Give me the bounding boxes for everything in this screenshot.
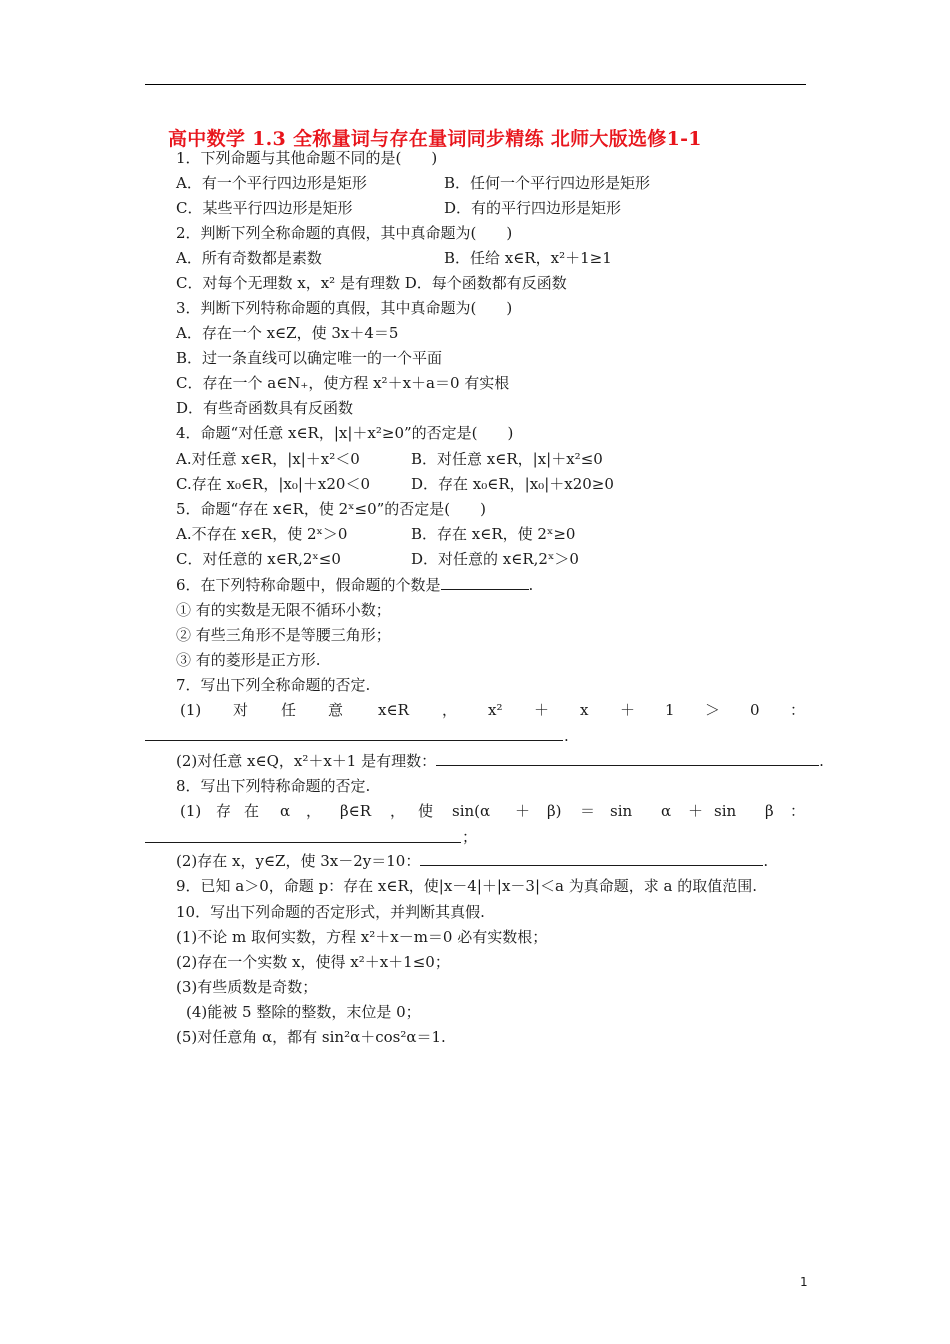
q8-part1-answer-blank[interactable] <box>145 842 461 843</box>
q7-stem: 7．写出下列全称命题的否定. <box>176 676 371 694</box>
q10-part2: (2)存在一个实数 x，使得 x²＋x＋1≤0； <box>176 953 450 971</box>
q7-part2-text: (2)对任意 x∈Q，x²＋x＋1 是有理数： <box>176 752 437 770</box>
q1-option-c: C．某些平行四边形是矩形 <box>176 199 353 217</box>
q8-p1-token: ， <box>390 802 406 820</box>
q2-option-a: A．所有奇数都是素数 <box>176 249 322 267</box>
q5-stem: 5．命题“存在 x∈R，使 2ˣ≤0”的否定是( ) <box>176 500 486 518</box>
q8-part1-end: ； <box>462 828 478 846</box>
q2-option-cd: C．对每个无理数 x，x² 是有理数 D．每个函数都有反函数 <box>176 274 567 292</box>
q4-option-b: B．对任意 x∈R，|x|＋x²≤0 <box>411 450 603 468</box>
q7-part1-end: . <box>564 727 569 745</box>
q8-p1-token: ： <box>790 802 806 820</box>
q8-p1-token: ＋ <box>515 802 531 820</box>
q8-p1-token: ＝ <box>580 802 596 820</box>
q7-p1-token: x² <box>488 701 503 719</box>
q10-part4: (4)能被 5 整除的整数，末位是 0； <box>186 1003 421 1021</box>
q8-p1-token: 使 <box>418 802 434 820</box>
q8-p1-token: α <box>280 802 291 820</box>
q3-option-d: D．有些奇函数具有反函数 <box>176 399 354 417</box>
q1-option-d: D．有的平行四边形是矩形 <box>444 199 622 217</box>
q7-p1-token: 1 <box>665 701 675 719</box>
q8-p1-token: (1) <box>180 802 202 820</box>
q8-part2-text: (2)存在 x，y∈Z，使 3x－2y＝10： <box>176 852 421 870</box>
header-rule <box>145 84 806 85</box>
q1-option-a: A．有一个平行四边形是矩形 <box>176 174 367 192</box>
q8-p1-token: β <box>765 802 774 820</box>
q7-p1-token: (1) <box>180 701 202 719</box>
q8-p1-token: ， <box>306 802 322 820</box>
q6-item-2: ② 有些三角形不是等腰三角形； <box>176 626 391 644</box>
q7-p1-token: ： <box>790 701 806 719</box>
q5-option-c: C．对任意的 x∈R,2ˣ≤0 <box>176 550 341 568</box>
q7-part1-answer-blank[interactable] <box>145 740 563 741</box>
q7-p1-token: 0 <box>750 701 760 719</box>
q8-p1-token: α <box>661 802 672 820</box>
q7-p1-token: ， <box>442 701 458 719</box>
q6-stem-end: . <box>528 576 534 594</box>
q5-option-b: B．存在 x∈R，使 2ˣ≥0 <box>411 525 576 543</box>
q1-option-b: B．任何一个平行四边形是矩形 <box>444 174 651 192</box>
q1-stem: 1．下列命题与其他命题不同的是( ) <box>176 149 438 167</box>
q5-option-d: D．对任意的 x∈R,2ˣ＞0 <box>411 550 579 568</box>
q8-p1-token: sin <box>714 802 737 820</box>
q6-item-1: ① 有的实数是无限不循环小数； <box>176 601 391 619</box>
q10-part3: (3)有些质数是奇数； <box>176 978 318 996</box>
q8-p1-token: 存 <box>216 802 232 820</box>
q8-p1-token: 在 <box>244 802 260 820</box>
q9-stem: 9．已知 a＞0，命题 p：存在 x∈R，使|x－4|＋|x－3|＜a 为真命题，求 a 的取值范围. <box>176 877 757 895</box>
q8-part2-answer-blank[interactable] <box>420 851 763 866</box>
q8-part2-end: . <box>763 852 769 870</box>
q6-answer-blank[interactable] <box>441 575 529 590</box>
q8-p1-token: β) <box>547 802 562 820</box>
q7-p1-token: ＞ <box>705 701 721 719</box>
q7-p1-token: x <box>580 701 589 719</box>
q8-p1-token: sin(α <box>452 802 491 820</box>
q8-p1-token: β∈R <box>340 802 372 820</box>
q8-stem: 8．写出下列特称命题的否定. <box>176 777 371 795</box>
q3-stem: 3．判断下列特称命题的真假，其中真命题为( ) <box>176 299 513 317</box>
q8-part2 <box>176 851 768 871</box>
q7-part2-answer-blank[interactable] <box>436 751 819 766</box>
q10-part1: (1)不论 m 取何实数，方程 x²＋x－m＝0 必有实数根； <box>176 928 548 946</box>
q3-option-c: C．存在一个 a∈N₊，使方程 x²＋x＋a＝0 有实根 <box>176 374 510 392</box>
q7-part2-end: . <box>819 752 824 770</box>
q7-p1-token: 任 <box>281 701 297 719</box>
q8-p1-token: sin <box>610 802 633 820</box>
q2-option-b: B．任给 x∈R，x²＋1≥1 <box>444 249 612 267</box>
q4-option-c: C.存在 x₀∈R，|x₀|＋x20＜0 <box>176 475 371 493</box>
q3-option-b: B．过一条直线可以确定唯一的一个平面 <box>176 349 443 367</box>
q4-stem: 4．命题“对任意 x∈R，|x|＋x²≥0”的否定是( ) <box>176 424 514 442</box>
q8-p1-token: ＋ <box>688 802 704 820</box>
document-title: 高中数学 1.3 全称量词与存在量词同步精练 北师大版选修1-1 <box>168 128 702 150</box>
q7-p1-token: ＋ <box>534 701 550 719</box>
q7-p1-token: ＋ <box>620 701 636 719</box>
q4-option-a: A.对任意 x∈R，|x|＋x²＜0 <box>176 450 360 468</box>
q6-stem-text: 6．在下列特称命题中，假命题的个数是 <box>176 576 441 594</box>
q4-option-d: D．存在 x₀∈R，|x₀|＋x20≥0 <box>411 475 614 493</box>
q7-part2 <box>176 751 824 771</box>
q5-option-a: A.不存在 x∈R，使 2ˣ＞0 <box>176 525 348 543</box>
page-number: 1 <box>800 1275 808 1289</box>
q3-option-a: A．存在一个 x∈Z，使 3x＋4＝5 <box>176 324 399 342</box>
q2-stem: 2．判断下列全称命题的真假，其中真命题为( ) <box>176 224 513 242</box>
q6-item-3: ③ 有的菱形是正方形. <box>176 651 321 669</box>
q7-p1-token: 对 <box>233 701 249 719</box>
q6-stem <box>176 575 533 595</box>
q10-part5: (5)对任意角 α，都有 sin²α＋cos²α＝1. <box>176 1028 446 1046</box>
q7-p1-token: 意 <box>328 701 344 719</box>
q7-p1-token: x∈R <box>378 701 409 719</box>
q10-stem: 10．写出下列命题的否定形式，并判断其真假. <box>176 903 485 921</box>
